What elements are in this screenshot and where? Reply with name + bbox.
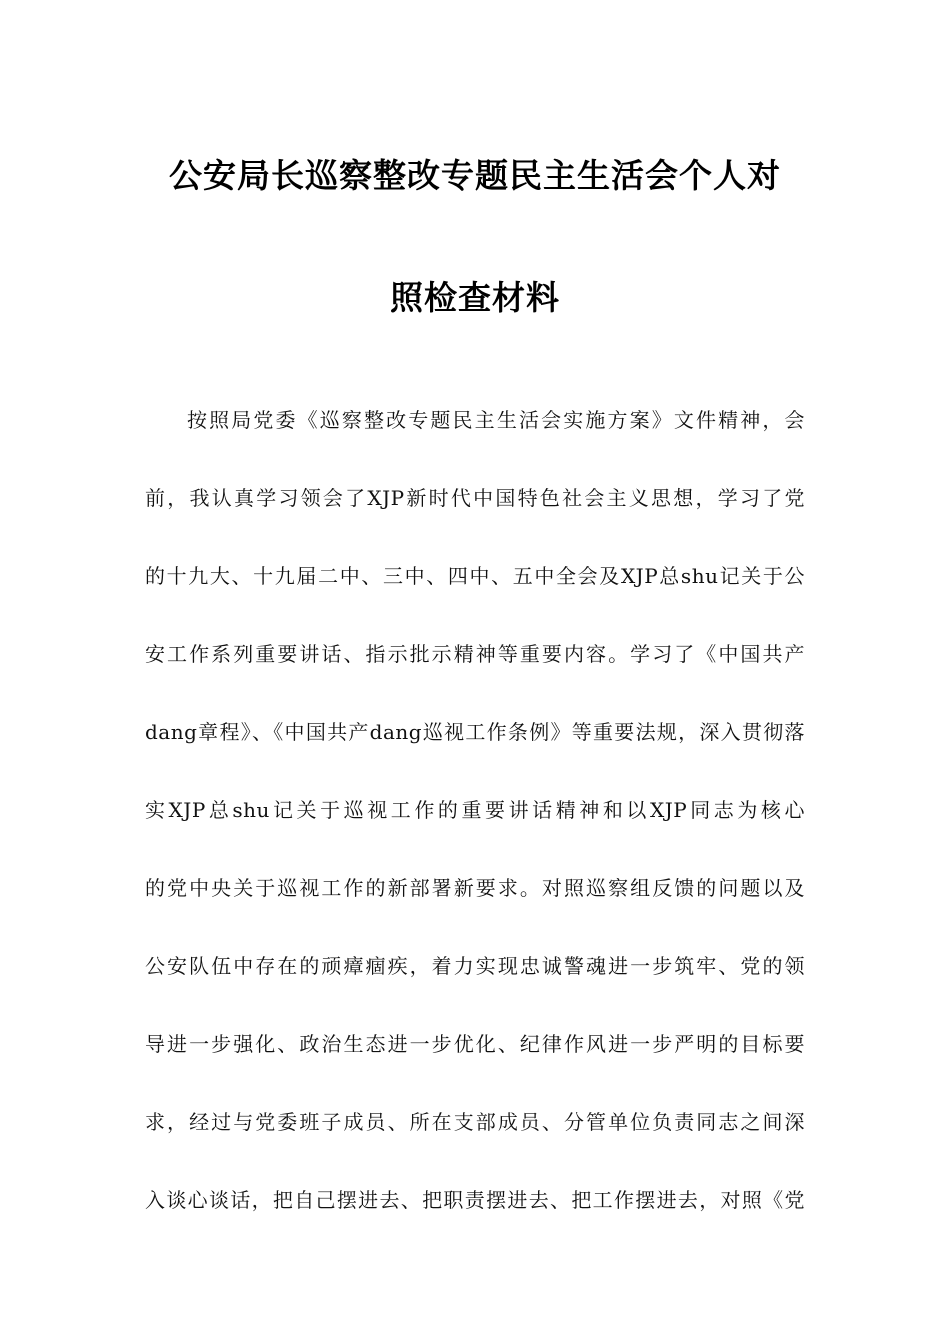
paragraph-line-10: 求，经过与党委班子成员、所在支部成员、分管单位负责同志之间深 [145, 1110, 805, 1134]
paragraph-line-7: 的党中央关于巡视工作的新部署新要求。对照巡察组反馈的问题以及 [145, 876, 805, 900]
paragraph-line-8: 公安队伍中存在的顽瘴痼疾，着力实现忠诚警魂进一步筑牢、党的领 [145, 954, 805, 978]
paragraph-line-1: 按照局党委《巡察整改专题民主生活会实施方案》文件精神，会 [187, 408, 805, 432]
paragraph-line-2: 前，我认真学习领会了XJP新时代中国特色社会主义思想，学习了党 [145, 486, 805, 510]
document-title-line-2: 照检查材料 [390, 278, 560, 317]
paragraph-line-6: 实XJP总shu记关于巡视工作的重要讲话精神和以XJP同志为核心 [145, 798, 805, 822]
paragraph-line-4: 安工作系列重要讲话、指示批示精神等重要内容。学习了《中国共产 [145, 642, 805, 666]
paragraph-line-9: 导进一步强化、政治生态进一步优化、纪律作风进一步严明的目标要 [145, 1032, 805, 1056]
paragraph-line-5: dang章程》、《中国共产dang巡视工作条例》等重要法规，深入贯彻落 [145, 720, 805, 744]
paragraph-line-11: 入谈心谈话，把自己摆进去、把职责摆进去、把工作摆进去，对照《党 [145, 1188, 805, 1212]
paragraph-line-3: 的十九大、十九届二中、三中、四中、五中全会及XJP总shu记关于公 [145, 564, 805, 588]
document-title-line-1: 公安局长巡察整改专题民主生活会个人对 [169, 156, 781, 195]
